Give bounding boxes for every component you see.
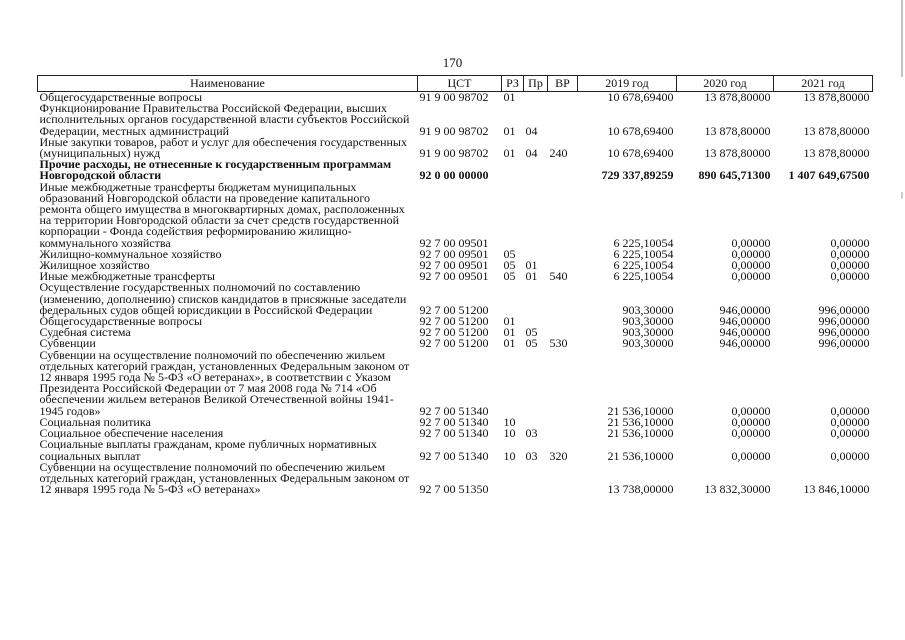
row-rz: 10 xyxy=(503,426,516,441)
row-pr: 04 xyxy=(525,146,538,161)
row-2021: 996,00000 xyxy=(818,302,870,317)
row-cst: 92 7 00 51200 xyxy=(419,325,489,340)
col-header-pr: Пр xyxy=(524,76,548,92)
row-2021: 0,00000 xyxy=(830,403,870,418)
row-cst: 92 7 00 51340 xyxy=(419,448,489,463)
row-2021: 0,00000 xyxy=(830,426,870,441)
col-header-2020: 2020 год xyxy=(677,76,774,92)
row-2020: 13 878,80000 xyxy=(704,146,771,161)
row-name: Судебная система xyxy=(39,325,131,340)
row-name: Жилищно-коммунальное хозяйство xyxy=(39,246,222,261)
row-cst: 92 7 00 09501 xyxy=(419,246,489,261)
row-rz: 01 xyxy=(503,123,516,138)
row-name: Субвенции на осуществление полномочий по обеспечению жильем отдельных категорий граждан, установленных Федеральным законом от 12 января 1995 года № 5-ФЗ «О ветеранах» xyxy=(39,459,410,497)
row-2021: 996,00000 xyxy=(818,314,870,329)
row-vr xyxy=(548,282,578,316)
row-vr xyxy=(548,316,578,327)
row-2019: 6 225,10054 xyxy=(613,235,674,250)
row-cst: 92 7 00 51340 xyxy=(419,426,489,441)
row-vr xyxy=(548,92,578,104)
row-vr: 320 xyxy=(549,448,568,463)
row-2019: 21 536,10000 xyxy=(607,426,674,441)
row-rz xyxy=(502,462,524,496)
row-cst: 91 9 00 98702 xyxy=(419,90,489,104)
row-rz xyxy=(502,282,524,316)
row-pr: 03 xyxy=(525,448,538,463)
table-row xyxy=(38,462,873,496)
row-cst: 92 7 00 51200 xyxy=(419,302,489,317)
row-vr xyxy=(548,249,578,260)
row-2021: 996,00000 xyxy=(818,336,870,351)
row-2021: 996,00000 xyxy=(818,325,870,340)
row-2020: 946,00000 xyxy=(719,325,771,340)
row-vr: 540 xyxy=(549,269,568,284)
row-name: Жилищное хозяйство xyxy=(39,258,150,273)
row-rz: 05 xyxy=(503,246,516,261)
row-vr xyxy=(548,159,578,181)
row-cst: 92 0 00 00000 xyxy=(419,168,489,183)
row-vr: 530 xyxy=(549,336,568,351)
table-row xyxy=(38,137,873,159)
row-2020: 946,00000 xyxy=(719,314,771,329)
col-header-2019: 2019 год xyxy=(578,76,677,92)
row-pr xyxy=(524,462,548,496)
row-pr xyxy=(524,92,548,104)
row-vr: 240 xyxy=(549,146,568,161)
row-2021: 0,00000 xyxy=(830,414,870,429)
row-cst: 92 7 00 09501 xyxy=(419,258,489,273)
row-rz: 01 xyxy=(503,314,516,329)
table-body xyxy=(38,92,873,496)
row-pr: 01 xyxy=(525,258,538,273)
row-cst: 92 7 00 51350 xyxy=(419,482,489,497)
row-name: Социальная политика xyxy=(39,414,151,429)
row-2021: 0,00000 xyxy=(830,235,870,250)
row-2020: 0,00000 xyxy=(731,426,771,441)
row-pr: 03 xyxy=(525,426,538,441)
row-2019: 10 678,69400 xyxy=(607,146,674,161)
row-rz: 01 xyxy=(503,90,516,104)
row-name: Иные закупки товаров, работ и услуг для обеспечения государственных (муниципальных) нужд xyxy=(39,134,407,161)
row-pr xyxy=(524,159,548,181)
row-name: Осуществление государственных полномочий по составлению (изменению, дополнению) списков кандидатов в присяжные заседатели федеральных судов общей юрисдикции в Российской Федерации xyxy=(39,280,407,317)
row-cst: 92 7 00 51340 xyxy=(419,403,489,418)
table-row xyxy=(38,182,873,249)
row-2020: 946,00000 xyxy=(719,336,771,351)
row-2021: 0,00000 xyxy=(830,448,870,463)
row-2019: 21 536,10000 xyxy=(607,414,674,429)
page-number: 170 xyxy=(442,55,463,70)
row-2019: 13 738,00000 xyxy=(607,482,674,497)
row-2019: 10 678,69400 xyxy=(607,90,674,104)
row-rz xyxy=(502,350,524,417)
row-pr: 05 xyxy=(525,325,538,340)
row-2020: 0,00000 xyxy=(731,269,771,284)
row-rz: 05 xyxy=(503,269,516,284)
row-name: Общегосударственные вопросы xyxy=(39,314,203,329)
row-pr: 04 xyxy=(525,123,538,138)
row-2020: 0,00000 xyxy=(731,414,771,429)
row-2020: 0,00000 xyxy=(731,235,771,250)
row-2019: 21 536,10000 xyxy=(607,403,674,418)
row-2021: 0,00000 xyxy=(830,258,870,273)
row-vr xyxy=(548,428,578,439)
row-2021: 13 878,80000 xyxy=(803,123,870,138)
row-2020: 13 832,30000 xyxy=(704,482,771,497)
row-vr xyxy=(548,462,578,496)
row-cst: 92 7 00 09501 xyxy=(419,235,489,250)
row-2020: 13 878,80000 xyxy=(704,123,771,138)
row-rz: 05 xyxy=(503,258,516,273)
row-name: Общегосударственные вопросы xyxy=(39,90,203,104)
row-vr xyxy=(548,103,578,137)
row-rz: 01 xyxy=(503,325,516,340)
row-rz: 10 xyxy=(503,414,516,429)
row-2020: 0,00000 xyxy=(731,448,771,463)
col-header-cst: ЦСТ xyxy=(418,76,502,92)
row-2021: 13 846,10000 xyxy=(803,482,870,497)
row-rz xyxy=(502,159,524,181)
row-2020: 0,00000 xyxy=(731,258,771,273)
row-name: Субвенции xyxy=(39,336,96,351)
col-header-2021: 2021 год xyxy=(774,76,873,92)
table-row xyxy=(38,103,873,137)
row-pr xyxy=(524,182,548,249)
row-name: Функционирование Правительства Российской Федерации, высших исполнительных органов государственной власти субъектов Российской Федерации, местных администраций xyxy=(39,101,410,138)
row-2020: 946,00000 xyxy=(719,302,771,317)
row-cst: 91 9 00 98702 xyxy=(419,146,489,161)
row-vr xyxy=(548,417,578,428)
row-pr xyxy=(524,282,548,316)
row-2019: 903,30000 xyxy=(622,302,674,317)
row-name: Субвенции на осуществление полномочий по обеспечению жильем отдельных категорий граждан, установленных Федеральным законом от 12 января 1995 года № 5-ФЗ «О ветеранах», в соответствии с Указом Президента Российской Федерации от 7 мая 2008 года № 714 «Об обеспечении жильем ветеранов Великой Отечественной войны 1941-1945 годов» xyxy=(39,347,410,418)
row-2020: 0,00000 xyxy=(731,246,771,261)
scan-edge-mark xyxy=(901,0,903,640)
table-row xyxy=(38,282,873,316)
row-name: Иные межбюджетные трансферты бюджетам муниципальных образований Новгородской области на проведение капитального ремонта общего имущества в многоквартирных домах, расположенных на территории Новгородской области за счет средств государственной корпорации - Фонда содействия реформированию жилищно-коммунального хозяйства xyxy=(39,179,405,250)
row-pr: 05 xyxy=(525,336,538,351)
row-cst: 92 7 00 51340 xyxy=(419,414,489,429)
row-rz: 10 xyxy=(503,448,516,463)
row-cst: 92 7 00 51200 xyxy=(419,336,489,351)
row-2019: 6 225,10054 xyxy=(613,258,674,273)
col-header-rz: РЗ xyxy=(502,76,524,92)
col-header-vr: ВР xyxy=(548,76,578,92)
row-rz: 01 xyxy=(503,146,516,161)
row-2020: 890 645,71300 xyxy=(698,168,771,183)
row-2021: 0,00000 xyxy=(830,269,870,284)
row-2019: 903,30000 xyxy=(622,314,674,329)
row-2021: 13 878,80000 xyxy=(803,146,870,161)
row-2020: 0,00000 xyxy=(731,403,771,418)
row-2019: 10 678,69400 xyxy=(607,123,674,138)
row-2019: 903,30000 xyxy=(622,325,674,340)
table-row xyxy=(38,350,873,417)
row-rz: 01 xyxy=(503,336,516,351)
row-name: Социальное обеспечение населения xyxy=(39,426,224,441)
row-2019: 6 225,10054 xyxy=(613,246,674,261)
row-rz xyxy=(502,182,524,249)
row-vr xyxy=(548,182,578,249)
row-name: Прочие расходы, не отнесенные к государственным программам Новгородской области xyxy=(39,157,392,183)
row-2019: 6 225,10054 xyxy=(613,269,674,284)
row-2021: 13 878,80000 xyxy=(803,90,870,104)
row-2019: 903,30000 xyxy=(622,336,674,351)
row-2019: 21 536,10000 xyxy=(607,448,674,463)
row-2019: 729 337,89259 xyxy=(601,168,674,183)
row-cst: 92 7 00 09501 xyxy=(419,269,489,284)
budget-table xyxy=(37,75,873,495)
row-pr: 01 xyxy=(525,269,538,284)
row-name: Социальные выплаты гражданам, кроме публичных нормативных социальных выплат xyxy=(39,437,377,463)
table-row xyxy=(38,439,873,461)
col-header-name: Наименование xyxy=(38,76,418,92)
row-2020: 13 878,80000 xyxy=(704,90,771,104)
row-2021: 0,00000 xyxy=(830,246,870,261)
row-name: Иные межбюджетные трансферты xyxy=(39,269,215,284)
table-row-total xyxy=(38,159,873,181)
row-cst: 91 9 00 98702 xyxy=(419,123,489,138)
row-cst: 92 7 00 51200 xyxy=(419,314,489,329)
row-pr xyxy=(524,350,548,417)
row-2021: 1 407 649,67500 xyxy=(788,168,870,183)
row-vr xyxy=(548,350,578,417)
